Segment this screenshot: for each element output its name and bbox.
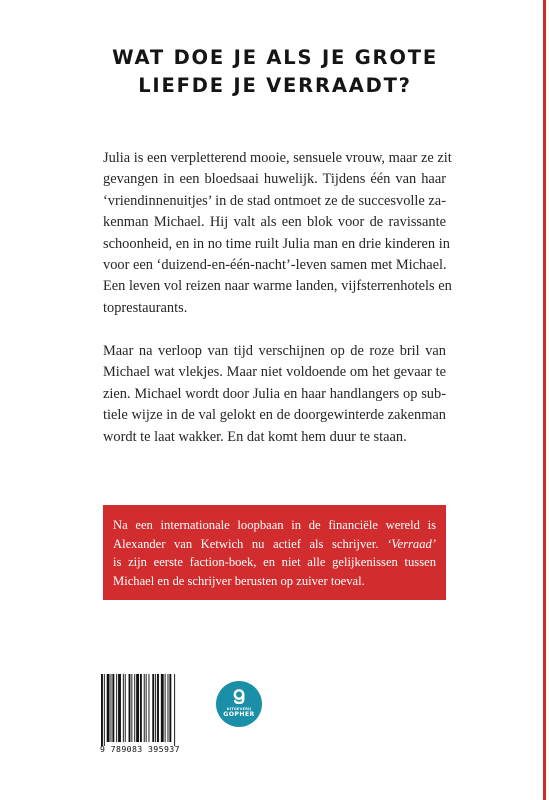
barcode-bar (146, 674, 147, 742)
barcode-bar (165, 674, 166, 742)
barcode-bar (129, 674, 131, 742)
barcode-bar (118, 674, 121, 742)
publisher-name: GOPHER (223, 711, 255, 718)
barcode-bar (134, 674, 135, 742)
spine-edge-line (543, 0, 546, 800)
barcode-bar (125, 674, 126, 742)
barcode-bar (112, 674, 114, 742)
blurb-line: toprestaurants. (103, 299, 188, 316)
blurb-paragraph-1 (103, 148, 452, 319)
author-bio-line: is zijn eerste faction-boek, en niet alle gelijkenissen tussen (113, 555, 436, 570)
barcode-bar (107, 674, 110, 742)
author-bio-line (113, 535, 436, 554)
blurb-line: wordt te laat wakker. En dat komt hem duur te staan. (103, 428, 407, 445)
publisher-label: UITGEVERIJ (226, 707, 252, 711)
blurb-line: zien. Michael wordt door Julia en haar handlangers op sub- (103, 385, 446, 402)
barcode-bars (100, 674, 195, 746)
publisher-logo (216, 681, 262, 727)
barcode-bar (101, 674, 103, 746)
blurb-line: tiele wijze in de val gelokt en de doorgewinterde zakenman (103, 407, 446, 424)
barcode-bar (144, 674, 145, 742)
blurb-line: voor een ‘duizend-en-één-nacht’-leven samen met Michael. (103, 257, 447, 274)
book-title: ‘Verraad’ (387, 536, 436, 551)
barcode-bar (152, 674, 154, 742)
barcode-bar (111, 674, 112, 742)
author-bio-text: Alexander van Ketwich nu actief als schrijver. (113, 536, 379, 551)
blurb-line: ‘vriendinnenuitjes’ in de stad ontmoet ze de succesvolle za- (103, 192, 446, 209)
author-bio-box (103, 505, 446, 600)
blurb-line: Een leven vol reizen naar warme landen, vijfsterrenhotels en (103, 278, 452, 295)
barcode-bar (168, 674, 169, 742)
blurb-line: Maar na verloop van tijd verschijnen op de roze bril van (103, 343, 446, 359)
letter-g-icon (231, 688, 247, 704)
blurb-line: kenman Michael. Hij valt als een blok voor de ravissante (103, 214, 446, 231)
headline-line-2: LIEFDE JE VERRAADT? (138, 74, 412, 97)
barcode-bar (123, 674, 124, 742)
barcode-bar (174, 674, 175, 746)
author-bio-line: Michael en de schrijver berusten op zuiver toeval. (113, 573, 365, 588)
barcode-bar (155, 674, 156, 742)
back-cover-headline (40, 44, 510, 100)
blurb-line: Michael wat vlekjes. Maar niet voldoende om het gevaar te (103, 364, 446, 381)
barcode-bar (104, 674, 105, 746)
barcode-bar (116, 674, 117, 742)
author-bio-line: Na een internationale loopbaan in de financiële wereld is (113, 518, 436, 532)
blurb-line: schoonheid, en in no time ruilt Julia man en drie kinderen in (103, 235, 450, 252)
headline-line-1: WAT DOE JE ALS JE GROTE (112, 46, 438, 69)
barcode-bar (149, 674, 150, 742)
barcode-bar (136, 674, 139, 742)
blurb-line: gevangen in een bloedsaai huwelijk. Tijdens één van haar (103, 171, 446, 188)
barcode-bar (140, 674, 142, 742)
isbn-number: 9 789083 395937 (100, 744, 180, 754)
blurb-line: Julia is een verpletterend mooie, sensuele vrouw, maar ze zit (103, 150, 452, 166)
barcode-bar (157, 674, 159, 742)
isbn-barcode (100, 674, 195, 746)
barcode-bar (161, 674, 164, 742)
blurb-paragraph-2 (103, 341, 446, 448)
barcode-bar (169, 674, 171, 742)
barcode-bar (131, 674, 132, 742)
